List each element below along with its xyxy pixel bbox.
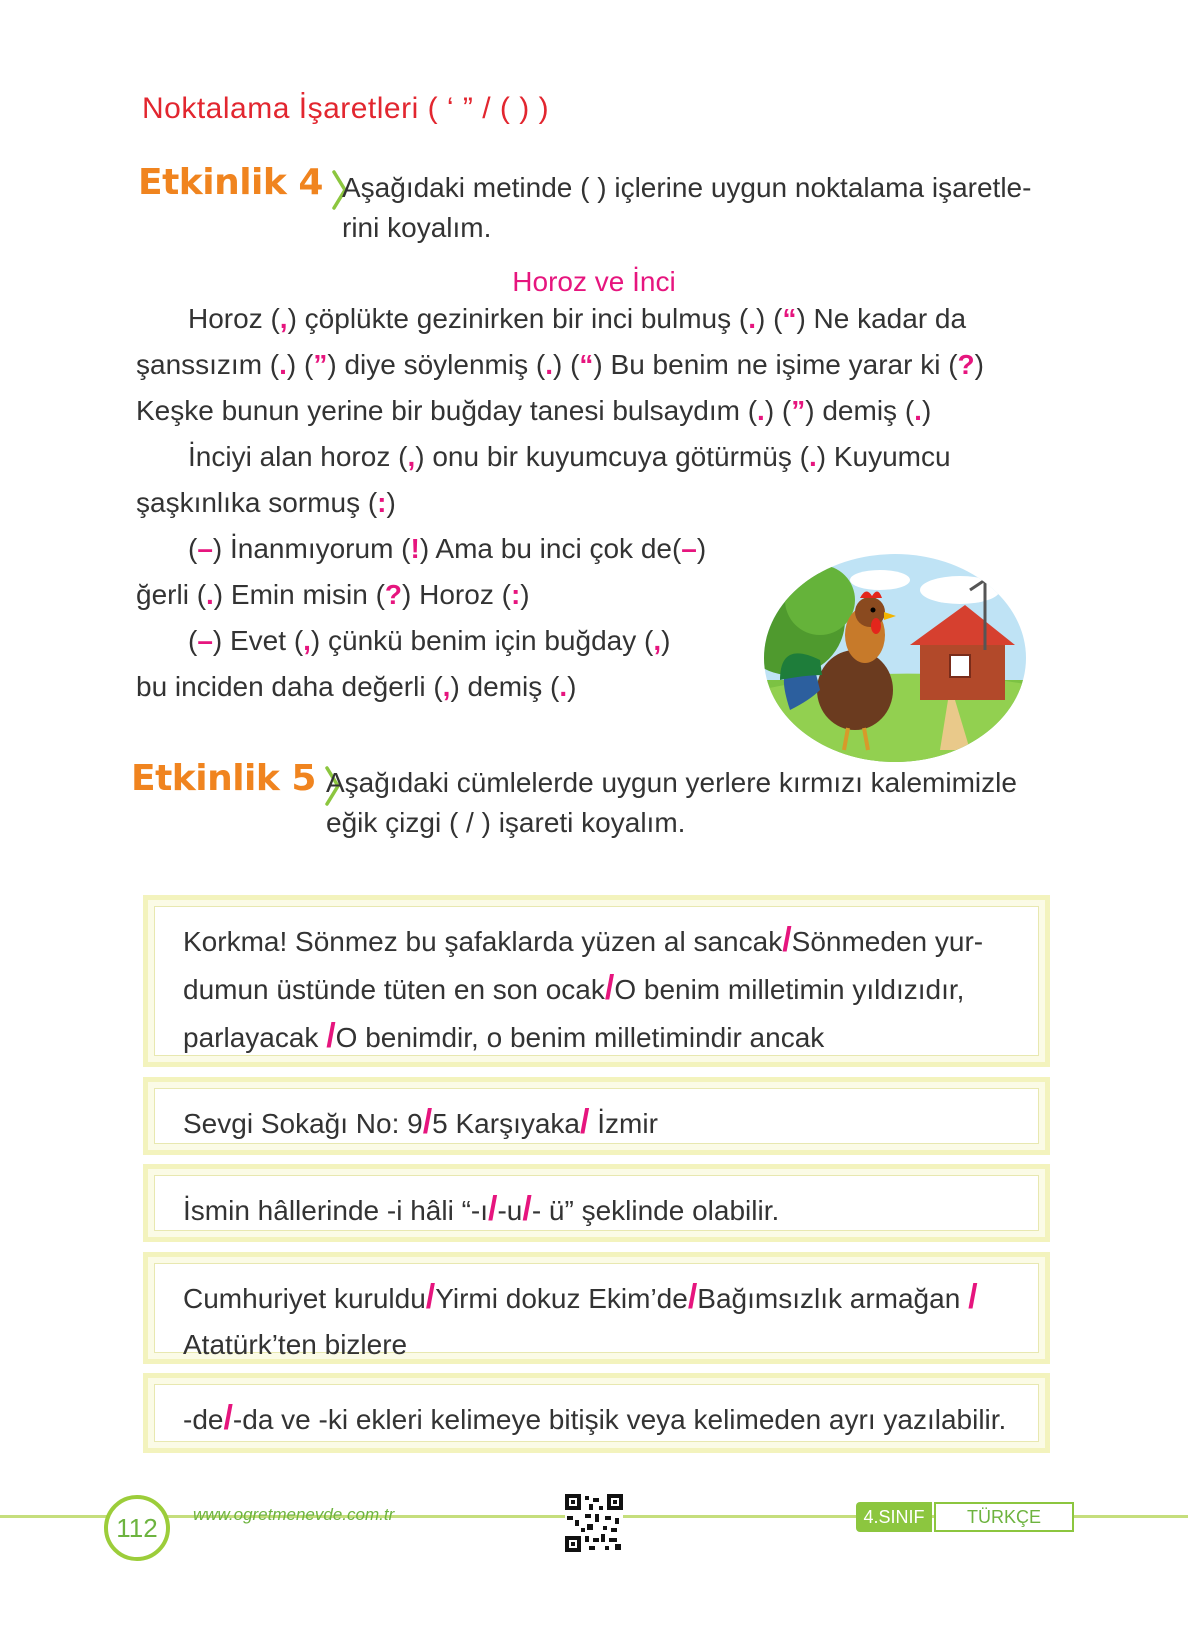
story-text-segment: ) demiş ( [805,395,915,426]
story-text-segment: ) [567,671,577,702]
sentence-text-segment: Atatürk’ten bizlere [183,1329,408,1360]
sentence-text-segment: -u [497,1195,523,1226]
slash-mark: / [326,1017,336,1055]
answer-mark: . [757,395,765,426]
story-text-segment: ) ( [756,303,783,334]
answer-mark: , [442,671,451,702]
sentence-text-segment: Yirmi dokuz Ekim’de [435,1283,688,1314]
story-line [136,579,530,611]
story-text-segment: ) ( [286,349,314,380]
story-line [136,395,931,427]
story-text-segment: ) Ne kadar da [796,303,967,334]
sentence-text-segment: -da ve -ki ekleri kelimeye bitişik veya kelimeden ayrı yazılabilir. [232,1404,1007,1435]
story-text-segment: ) ( [552,349,580,380]
subject-badge: TÜRKÇE [934,1502,1074,1532]
answer-mark: . [914,395,922,426]
instruction-line: Aşağıdaki metinde ( ) içlerine uygun noktalama işaretle- [342,172,1032,203]
answer-mark: , [279,303,288,334]
slash-mark: / [687,1278,698,1316]
sentence-text-segment: Sönmeden yur- [791,926,984,957]
answer-mark: , [653,625,662,656]
etkinlik-4-label: Etkinlik 4 [138,162,323,203]
answer-mark: : [377,487,387,518]
story-text-segment: Horoz ( [188,303,280,334]
story-text-segment: ) ( [764,395,792,426]
sentence-box [143,1164,1050,1242]
answer-mark: – [197,625,213,656]
story-text-segment: ) İnanmıyorum ( [212,533,411,564]
story-line [136,671,576,703]
sentence-text-segment: Korkma! Sönmez bu şafaklarda yüzen al sancak [183,926,783,957]
section-title: Noktalama İşaretleri ( ‘ ” / ( ) ) [142,92,550,125]
sentence-box-content [154,1263,1039,1360]
story-text-segment: ) çöplükte gezinirken bir inci bulmuş ( [287,303,749,334]
instruction-line: Aşağıdaki cümlelerde uygun yerlere kırmızı kalemimizle [326,767,1017,798]
answer-mark: , [407,441,416,472]
story-text-segment: ) Horoz ( [402,579,511,610]
sentence-line [183,1274,1010,1322]
etkinlik-5-header [131,758,340,806]
story-line [136,487,396,519]
etkinlik-4-header [138,162,347,210]
answer-mark: : [510,579,521,610]
answer-mark: ? [957,349,975,380]
story-text-segment: ) Evet ( [212,625,304,656]
sentence-box [143,1373,1050,1453]
sentence-box-content [154,906,1039,1056]
sentence-text-segment: O benim milletimin yıldızıdır, [614,974,965,1005]
etkinlik-5-label: Etkinlik 5 [131,758,316,799]
story-text-segment: İnciyi alan horoz ( [188,441,408,472]
sentence-box [143,1252,1050,1364]
story-text-segment: ) Kuyumcu [816,441,951,472]
sentence-box [143,1077,1050,1155]
etkinlik-4-instruction [342,168,1062,248]
slash-mark: / [782,921,792,959]
sentence-box [143,895,1050,1067]
slash-mark: / [968,1278,978,1316]
sentence-box-content [154,1088,1039,1144]
page-number: 112 [104,1495,170,1561]
story-text-segment: bu inciden daha değerli ( [136,671,443,702]
story-line [136,625,670,657]
etkinlik-5-instruction [326,763,1066,843]
answer-mark: . [808,441,817,472]
answer-mark: . [279,349,287,380]
sentence-line [183,1186,1010,1234]
story-text-segment: ( [188,625,198,656]
sentence-line [183,1395,1010,1443]
sentence-box-content [154,1175,1039,1231]
grade-badge: 4.SINIF [856,1502,932,1532]
sentence-line [183,1322,1010,1368]
story-text-segment: ) [921,395,932,426]
answer-mark: . [559,671,568,702]
story-text-segment: şanssızım ( [136,349,280,380]
sentence-text-segment: - ü” şeklinde olabilir. [531,1195,780,1226]
answer-mark: – [681,533,697,564]
story-text-segment: ) [386,487,396,518]
story-text-segment: ) onu bir kuyumcuya götürmüş ( [415,441,809,472]
story-text-segment: ) Ama bu inci çok de( [419,533,682,564]
rooster-illustration [760,550,1030,765]
answer-mark: ” [313,349,328,380]
sentence-line [183,965,1010,1013]
sentence-line [183,1099,1010,1147]
story-text-segment: ( [188,533,198,564]
answer-mark: . [748,303,756,334]
slash-mark: / [580,1103,590,1141]
story-text-segment: ) çünkü benim için buğday ( [310,625,654,656]
answer-mark: “ [782,303,797,334]
slash-mark: / [223,1399,233,1437]
story-text-segment: ) [974,349,984,380]
sentence-text-segment: 5 Karşıyaka [432,1108,581,1139]
slash-mark: / [488,1190,498,1228]
story-line [136,349,984,381]
story-text-segment: ) [520,579,530,610]
instruction-line: rini koyalım. [342,212,492,243]
answer-mark: ? [384,579,403,610]
sentence-text-segment: İsmin hâllerinde -i hâli “-ı [183,1195,488,1226]
instruction-line: eğik çizgi ( / ) işareti koyalım. [326,807,686,838]
slash-mark: / [522,1190,532,1228]
story-text-segment: şaşkınlıka sormuş ( [136,487,378,518]
slash-mark: / [604,969,615,1007]
answer-mark: , [303,625,311,656]
story-text-segment: Keşke bunun yerine bir buğday tanesi bulsaydım ( [136,395,758,426]
slash-mark: / [422,1103,433,1141]
sentence-line [183,917,1010,965]
story-line [136,533,706,565]
story-line [136,303,966,335]
sentence-text-segment: -de [183,1404,224,1435]
story-text-segment: ) diye söylenmiş ( [327,349,546,380]
story-line [136,441,951,473]
website-url[interactable]: www.ogretmenevde.com.tr [193,1505,395,1524]
qr-code-icon[interactable] [565,1494,623,1552]
answer-mark: ” [791,395,806,426]
story-title: Horoz ve İnci [512,266,676,297]
sentence-text-segment: O benimdir, o benim milletimindir ancak [335,1022,825,1053]
sentence-box-content [154,1384,1039,1442]
story-text-segment: ) [661,625,671,656]
story-text-segment: ) [696,533,707,564]
story-text-segment: ğerli ( [136,579,207,610]
sentence-text-segment: parlayacak [183,1022,327,1053]
sentence-text-segment: Sevgi Sokağı No: 9 [183,1108,423,1139]
sentence-line [183,1013,1010,1061]
answer-mark: – [197,533,213,564]
slash-mark: / [425,1278,436,1316]
story-text-segment: ) Emin misin ( [213,579,385,610]
sentence-text-segment: Cumhuriyet kuruldu [183,1283,426,1314]
sentence-text-segment: İzmir [589,1108,658,1139]
answer-mark: . [545,349,553,380]
answer-mark: . [206,579,214,610]
answer-mark: “ [579,349,594,380]
sentence-text-segment: dumun üstünde tüten en son ocak [183,974,605,1005]
answer-mark: ! [410,533,420,564]
story-text-segment: ) demiş ( [450,671,560,702]
sentence-text-segment: Bağımsızlık armağan [697,1283,969,1314]
story-text-segment: ) Bu benim ne işime yarar ki ( [593,349,958,380]
